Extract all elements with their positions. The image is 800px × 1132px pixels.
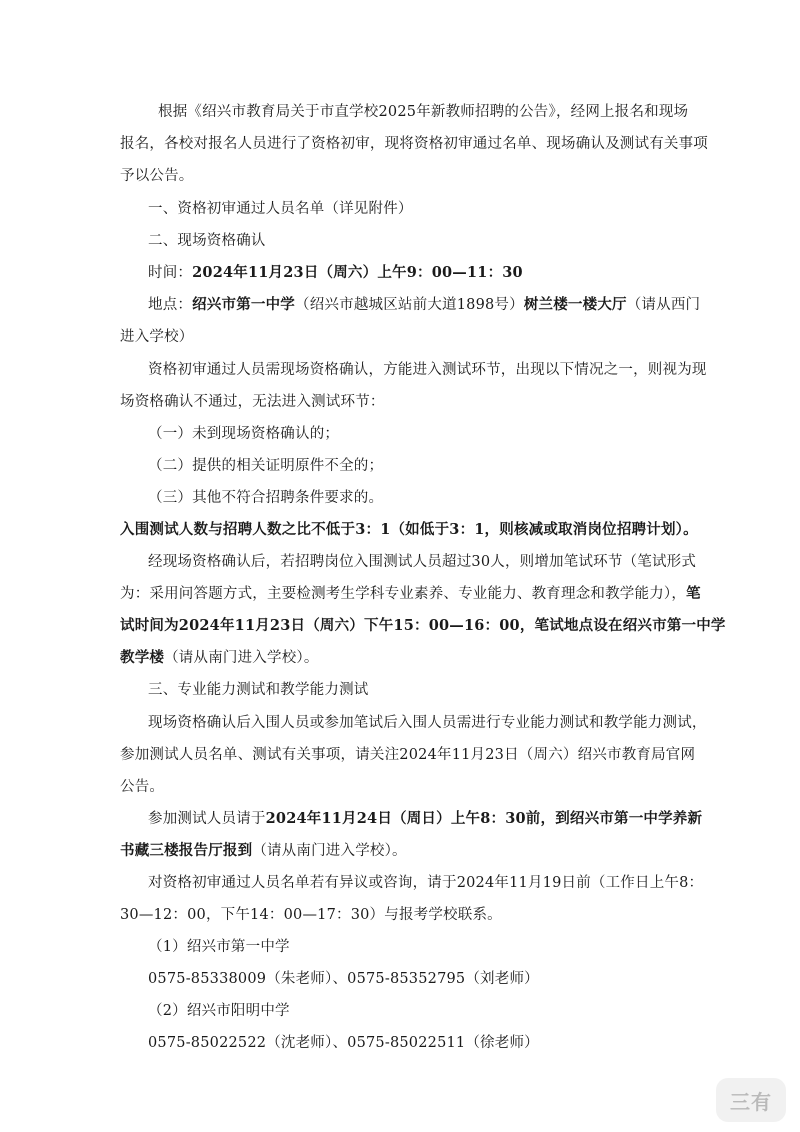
intro-line-2: 报名，各校对报名人员进行了资格初审，现将资格初审通过名单、现场确认及测试有关事项 [120,136,708,152]
written-building: 教学楼 [120,649,165,666]
condition-item-2: （二）提供的相关证明原件不全的； [148,458,384,474]
contact-line-2: 30—12：00，下午14：00—17：30）与报考学校联系。 [120,907,502,923]
written-line-2-bold: 笔 [686,585,701,602]
time-value: 2024年11月23日（周六）上午9：00—11：30 [192,264,523,281]
place-gate: （请从西门 [626,297,701,313]
test-line-2: 参加测试人员名单、测试有关事项，请关注2024年11月23日（周六）绍兴市教育局官网 [120,747,696,763]
school-1-phones: 0575-85338009（朱老师）、0575-85352795（刘老师） [148,971,539,987]
report-line-2 [120,841,407,861]
watermark-logo: 三有 [716,1078,786,1122]
place-line-2: 进入学校） [120,329,194,345]
report-room: 书藏三楼报告厅报到 [120,842,253,859]
intro-line-3: 予以公告。 [120,168,194,184]
report-gate: （请从南门进入学校）。 [252,843,407,859]
condition-item-1: （一）未到现场资格确认的； [148,426,340,442]
written-line-2 [120,584,701,604]
place-line-1 [148,295,700,315]
condition-item-3: （三）其他不符合招聘条件要求的。 [148,490,384,506]
written-line-2-text: 为：采用问答题方式，主要检测考生学科专业素养、专业能力、教育理念和教学能力）， [120,586,687,602]
written-line-4 [120,648,319,668]
place-school: 绍兴市第一中学 [192,296,296,313]
report-lead: 参加测试人员请于 [148,811,266,827]
school-1-name: （1）绍兴市第一中学 [148,939,290,955]
confirm-line-1: 资格初审通过人员需现场资格确认，方能进入测试环节，出现以下情况之一，则视为现 [148,362,707,378]
place-address: （绍兴市越城区站前大道1898号） [295,297,524,313]
contact-line-1: 对资格初审通过人员名单若有异议或咨询，请于2024年11月19日前（工作日上午8： [148,875,704,891]
section-2-heading: 二、现场资格确认 [148,233,266,249]
confirm-line-2: 场资格确认不通过，无法进入测试环节： [120,394,385,410]
time-line [148,263,523,283]
written-gate: （请从南门进入学校）。 [164,650,319,666]
school-2-name: （2）绍兴市阳明中学 [148,1003,290,1019]
place-label: 地点： [148,297,193,313]
school-2-phones: 0575-85022522（沈老师）、0575-85022511（徐老师） [148,1035,539,1051]
section-1-heading: 一、资格初审通过人员名单（详见附件） [148,201,413,217]
place-building: 树兰楼一楼大厅 [523,296,627,313]
written-line-3: 试时间为2024年11月23日（周六）下午15：00—16：00，笔试地点设在绍兴市第一中学 [120,617,726,634]
time-label: 时间： [148,265,193,281]
written-line-1: 经现场资格确认后，若招聘岗位入围测试人员超过30人，则增加笔试环节（笔试形式 [148,554,697,570]
test-line-3: 公告。 [120,779,165,795]
report-line-1 [148,809,702,829]
ratio-statement: 入围测试人数与招聘人数之比不低于3：1（如低于3：1，则核减或取消岗位招聘计划）。 [120,521,698,538]
report-time: 2024年11月24日（周日）上午8：30前，到绍兴市第一中学养新 [265,810,703,827]
test-line-1: 现场资格确认后入围人员或参加笔试后入围人员需进行专业能力测试和教学能力测试， [148,715,707,731]
section-3-heading: 三、专业能力测试和教学能力测试 [148,682,369,698]
intro-line-1: 根据《绍兴市教育局关于市直学校2025年新教师招聘的公告》，经网上报名和现场 [158,104,689,120]
